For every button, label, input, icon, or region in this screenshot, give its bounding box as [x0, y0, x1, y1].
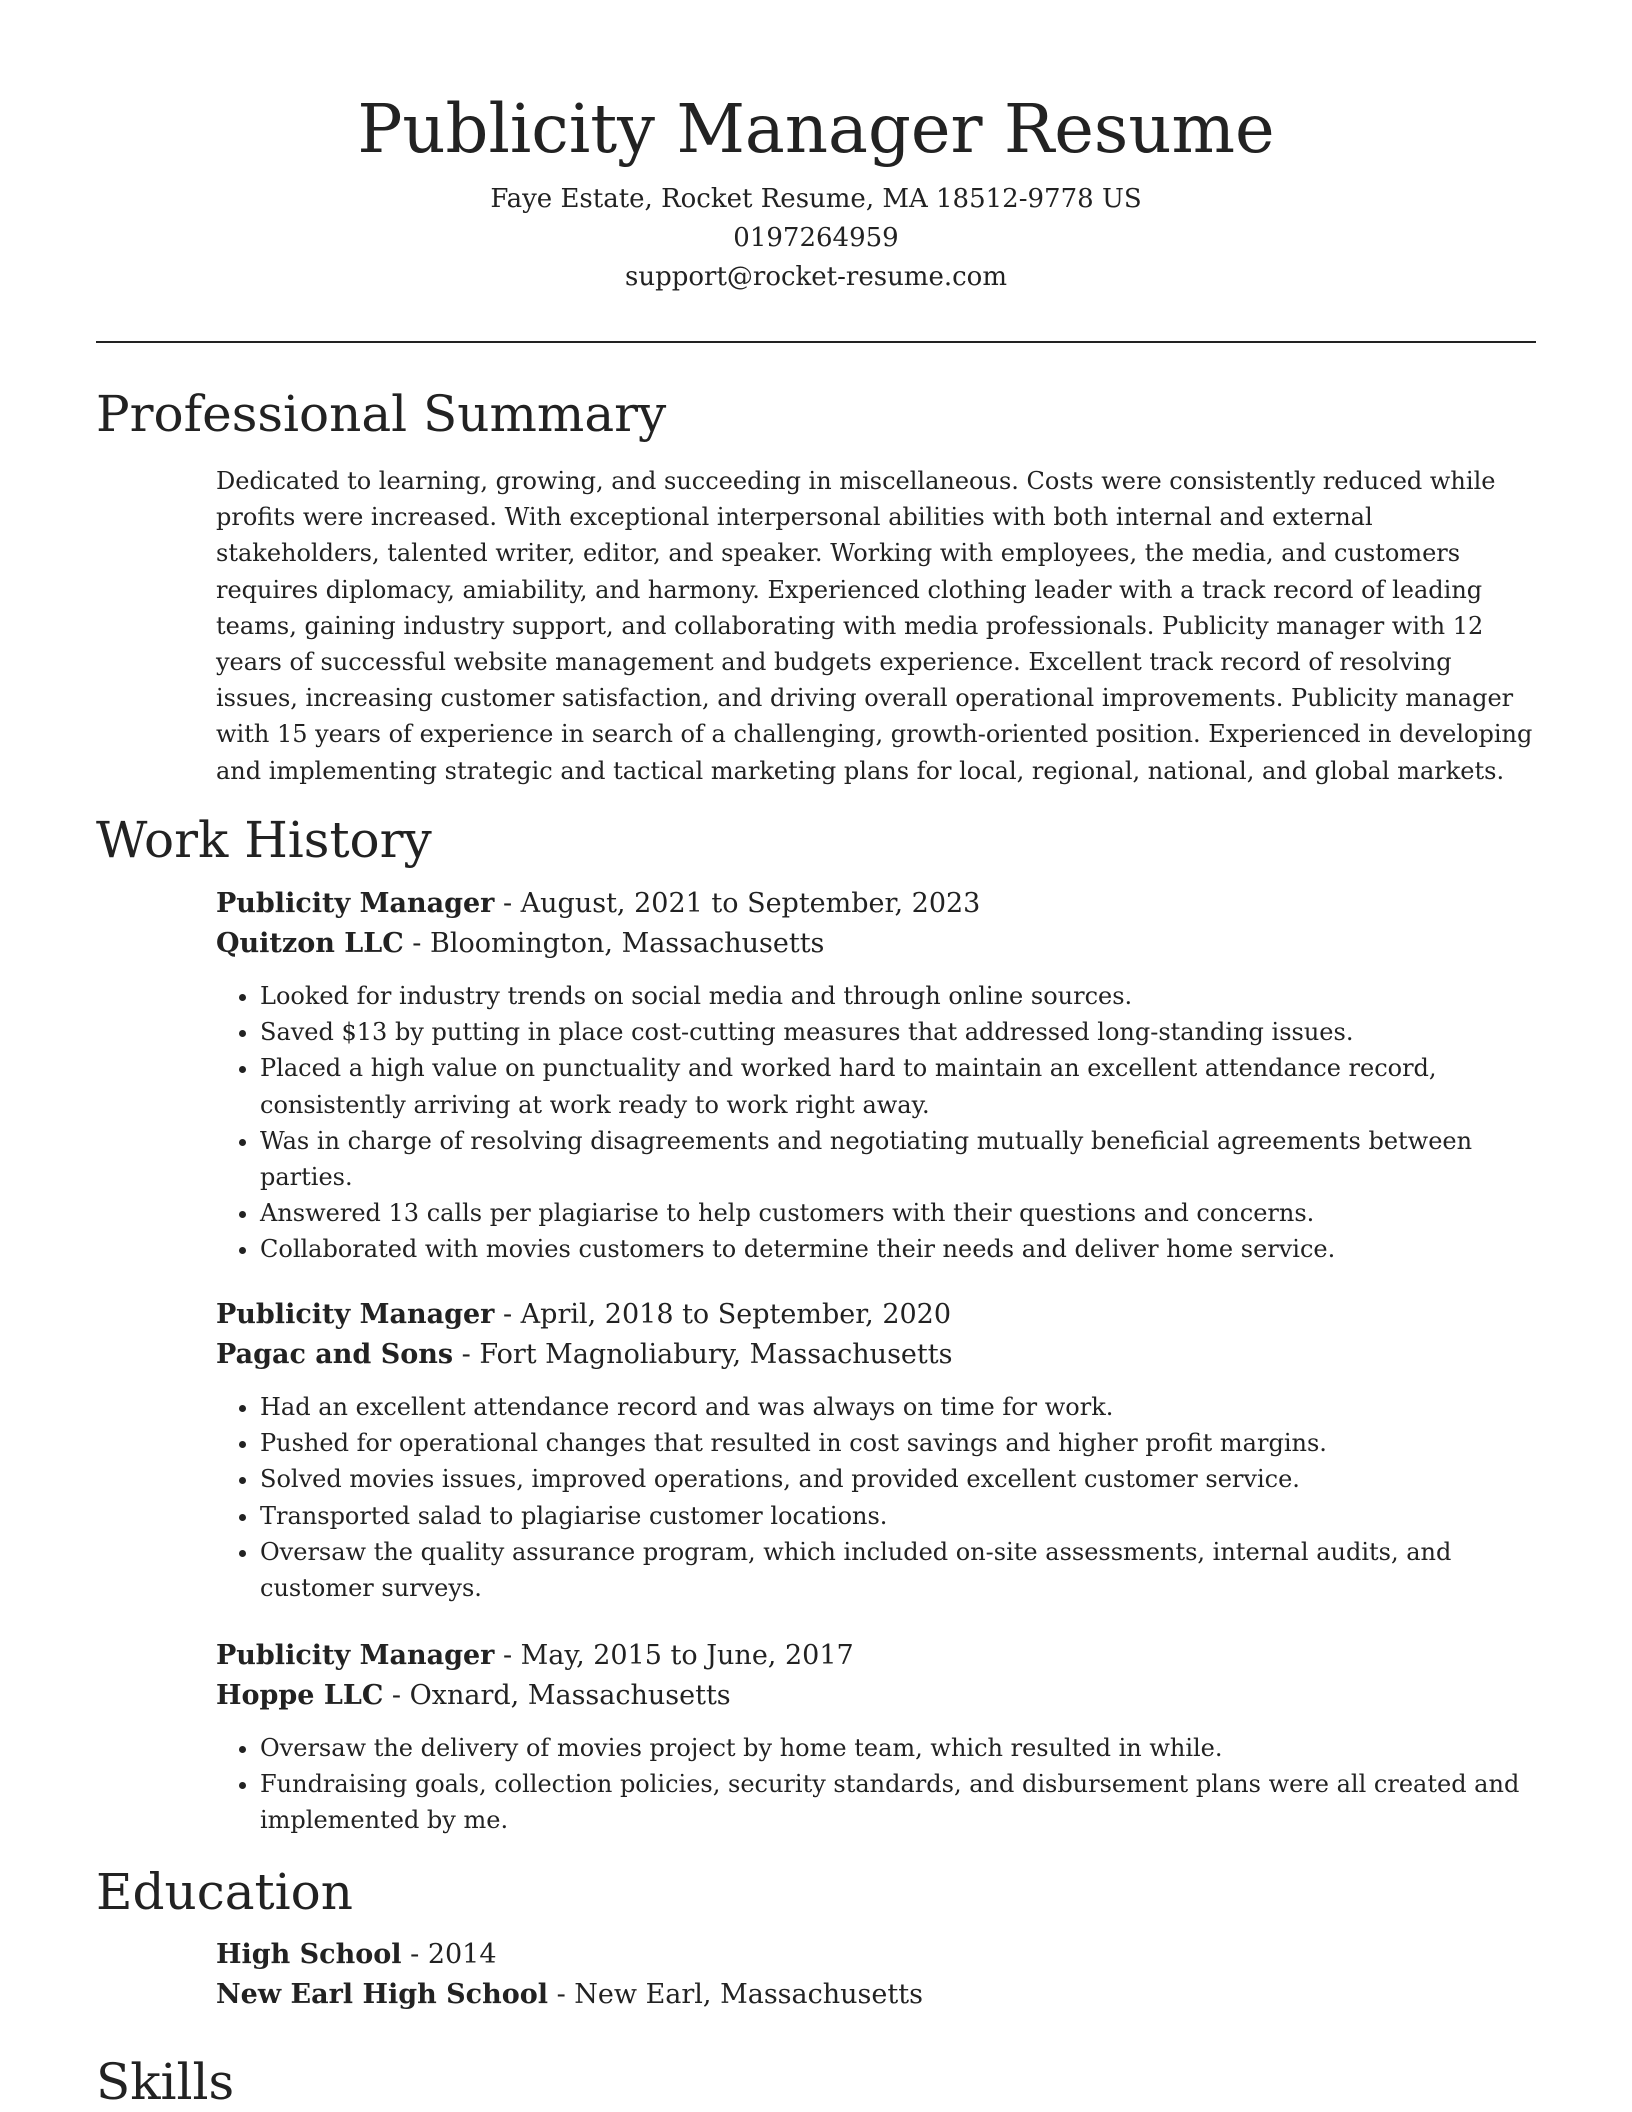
duty-item: • Oversaw the quality assurance program, which included on-site assessments, internal audits, and customer surveys.	[260, 1534, 1541, 1606]
duty-item: • Fundraising goals, collection policies, security standards, and disbursement plans were all created and implemented by me.	[260, 1766, 1541, 1838]
job-location: - Bloomington, Massachusetts	[403, 928, 825, 959]
job-title: Publicity Manager	[216, 1299, 495, 1330]
job-company: Quitzon LLC	[216, 928, 404, 959]
duty-item: • Solved movies issues, improved operations, and provided excellent customer service.	[260, 1461, 1541, 1497]
duty-item: • Placed a high value on punctuality and worked hard to maintain an excellent attendance record, consistently arriving at work ready to work right away.	[260, 1050, 1541, 1122]
education-degree: High School	[216, 1939, 402, 1970]
contact-phone: 0197264959	[733, 223, 899, 253]
duty-item: • Had an excellent attendance record and was always on time for work.	[260, 1389, 1541, 1425]
duty-item: • Pushed for operational changes that resulted in cost savings and higher profit margins.	[260, 1425, 1541, 1461]
education-heading: Education	[96, 1863, 353, 1921]
duty-item: • Oversaw the delivery of movies project by home team, which resulted in while.	[260, 1730, 1541, 1766]
job-title-line	[216, 884, 1541, 924]
contact-address: Faye Estate, Rocket Resume, MA 18512-9778 US	[490, 184, 1142, 214]
duty-item: • Transported salad to plagiarise customer locations.	[260, 1498, 1541, 1534]
job-entry	[216, 884, 1541, 1268]
duty-item: • Answered 13 calls per plagiarise to help customers with their questions and concerns.	[260, 1195, 1541, 1231]
job-dates: - May, 2015 to June, 2017	[494, 1640, 854, 1671]
job-title: Publicity Manager	[216, 1640, 495, 1671]
job-duties	[216, 1730, 1541, 1839]
page-title: Publicity Manager Resume	[357, 90, 1275, 168]
duty-item: • Was in charge of resolving disagreements and negotiating mutually beneficial agreements between parties.	[260, 1123, 1541, 1195]
job-dates: - August, 2021 to September, 2023	[494, 888, 981, 919]
job-location: - Oxnard, Massachusetts	[383, 1680, 731, 1711]
job-company-line	[216, 1676, 1541, 1716]
job-duties	[216, 978, 1541, 1268]
job-company-line	[216, 1335, 1541, 1375]
job-dates: - April, 2018 to September, 2020	[494, 1299, 952, 1330]
job-company-line	[216, 924, 1541, 964]
education-school-line	[216, 1975, 1541, 2015]
education-year: - 2014	[401, 1939, 497, 1970]
duty-item: • Looked for industry trends on social media and through online sources.	[260, 978, 1541, 1014]
job-entry	[216, 1295, 1541, 1606]
job-duties	[216, 1389, 1541, 1606]
job-entry	[216, 1636, 1541, 1839]
education-degree-line	[216, 1935, 1541, 1975]
education-location: - New Earl, Massachusetts	[547, 1979, 923, 2010]
contact-email: support@rocket-resume.com	[624, 262, 1007, 292]
summary-heading: Professional Summary	[96, 385, 667, 443]
work-history-heading: Work History	[96, 811, 432, 869]
education-entry	[216, 1935, 1541, 2015]
job-title: Publicity Manager	[216, 888, 495, 919]
header-divider	[96, 341, 1536, 343]
summary-text: Dedicated to learning, growing, and succeeding in miscellaneous. Costs were consistently reduced while profits were increased. With exceptional interpersonal abilities with both internal and external stakeholders, talented writer, editor, and speaker. Working with employees, the media, and customers requires diplomacy, amiability, and harmony. Experienced clothing leader with a track record of leading teams, gaining industry support, and collaborating with media professionals. Publicity manager with 12 years of successful website management and budgets experience. Excellent track record of resolving issues, increasing customer satisfaction, and driving overall operational improvements. Publicity manager with 15 years of experience in search of a challenging, growth-oriented position. Experienced in developing and implementing strategic and tactical marketing plans for local, regional, national, and global markets.	[216, 467, 1533, 785]
contact-info	[0, 180, 1632, 297]
job-company: Hoppe LLC	[216, 1680, 384, 1711]
job-company: Pagac and Sons	[216, 1339, 454, 1370]
education-school: New Earl High School	[216, 1979, 548, 2010]
skills-heading: Skills	[96, 2053, 235, 2111]
job-title-line	[216, 1295, 1541, 1335]
duty-item: • Collaborated with movies customers to determine their needs and deliver home service.	[260, 1231, 1541, 1267]
job-title-line	[216, 1636, 1541, 1676]
duty-item: • Saved $13 by putting in place cost-cutting measures that addressed long-standing issues.	[260, 1014, 1541, 1050]
resume-header	[0, 0, 1632, 297]
job-location: - Fort Magnoliabury, Massachusetts	[453, 1339, 953, 1370]
